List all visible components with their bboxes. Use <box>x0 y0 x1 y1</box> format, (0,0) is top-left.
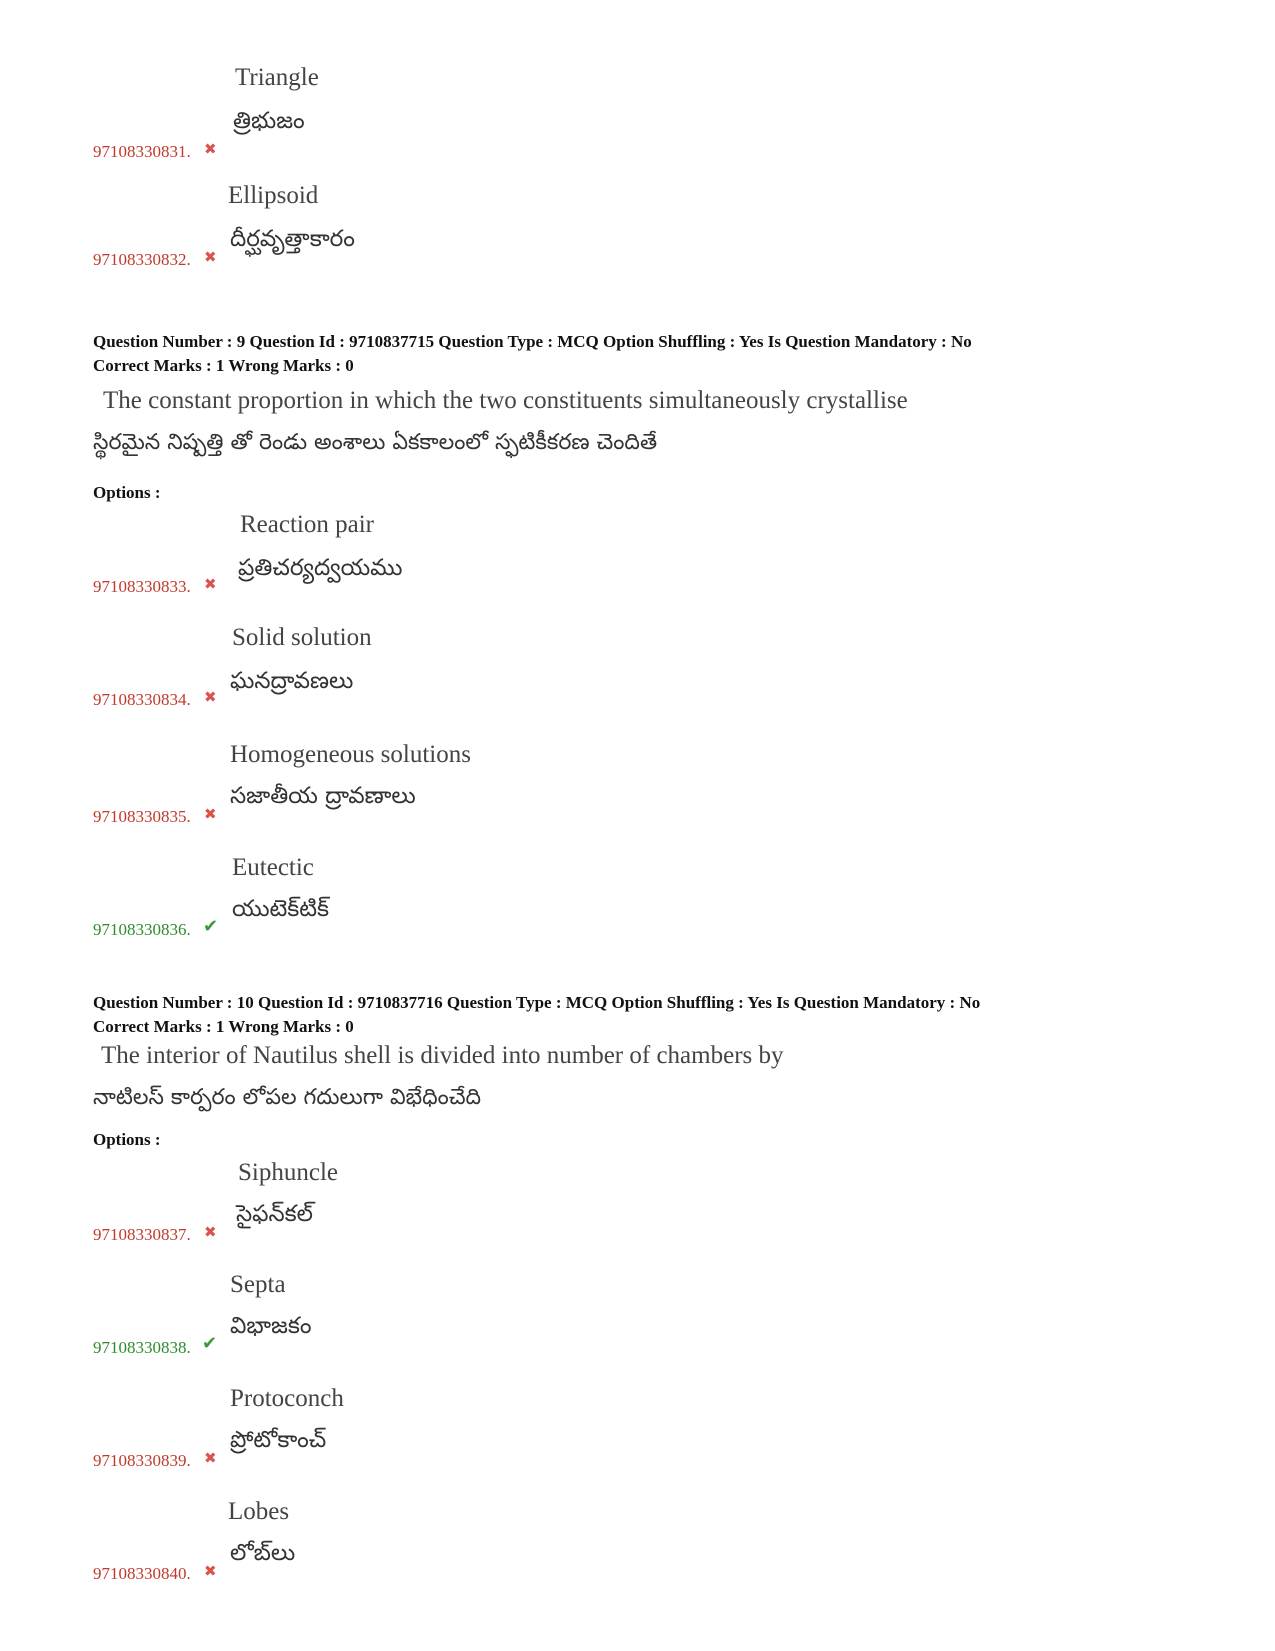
option-id: 97108330834. <box>93 690 191 709</box>
cross-icon: ✖ <box>204 140 217 158</box>
option-text-en: Siphuncle <box>238 1159 338 1186</box>
option-text-te: సైఫన్‌కల్ <box>236 1201 313 1227</box>
options-label: Options : <box>93 1130 161 1149</box>
option-id: 97108330835. <box>93 807 191 826</box>
checkmark-icon: ✔ <box>202 1333 218 1354</box>
option-text-te: ప్రతిచర్యద్వయము <box>238 555 403 581</box>
option-text-te: విభాజకం <box>230 1313 312 1339</box>
option-text-en: Triangle <box>235 64 319 91</box>
cross-icon: ✖ <box>204 1223 217 1241</box>
option-row <box>0 1155 1275 1265</box>
option-row <box>0 1381 1275 1491</box>
option-id: 97108330837. <box>93 1225 191 1244</box>
cross-icon: ✖ <box>204 805 217 823</box>
question-marks: Correct Marks : 1 Wrong Marks : 0 <box>93 356 354 375</box>
question-text-te: నాటిలస్ కార్పరం లోపల గదులుగా విభేధించేది <box>93 1085 482 1110</box>
option-text-en: Septa <box>230 1271 286 1298</box>
cross-icon: ✖ <box>204 688 217 706</box>
question-text-en: The interior of Nautilus shell is divided into number of chambers by <box>101 1042 784 1069</box>
question-text-te: స్థిరమైన నిష్పత్తి తో రెండు అంశాలు ఏకకాలంలో స్ఫటికీకరణ చెందితే <box>93 430 658 455</box>
options-label: Options : <box>93 483 161 502</box>
option-text-en: Protoconch <box>230 1385 344 1412</box>
question-header: Question Number : 9 Question Id : 9710837715 Question Type : MCQ Option Shuffling : Yes Is Question Mandatory : No <box>93 332 972 351</box>
option-row <box>0 1494 1275 1604</box>
option-id: 97108330840. <box>93 1564 191 1583</box>
option-row <box>0 168 1275 278</box>
option-text-te: యుటెక్‌టిక్ <box>232 896 330 922</box>
cross-icon: ✖ <box>204 248 217 266</box>
option-row <box>0 50 1275 160</box>
question-marks: Correct Marks : 1 Wrong Marks : 0 <box>93 1017 354 1036</box>
cross-icon: ✖ <box>204 1449 217 1467</box>
option-text-en: Reaction pair <box>240 511 374 538</box>
option-text-en: Lobes <box>228 1498 290 1525</box>
option-text-en: Eutectic <box>232 854 314 881</box>
option-text-te: దీర్ఘవృత్తాకారం <box>230 226 355 252</box>
option-row <box>0 618 1275 728</box>
option-row <box>0 848 1275 958</box>
option-text-te: ప్రోటోకాంచ్ <box>230 1427 327 1453</box>
option-id: 97108330831. <box>93 142 191 161</box>
option-text-te: త్రిభుజం <box>233 108 305 134</box>
option-row <box>0 735 1275 845</box>
option-text-te: ఘనద్రావణలు <box>230 668 354 694</box>
option-text-en: Ellipsoid <box>228 182 319 209</box>
option-id: 97108330832. <box>93 250 191 269</box>
option-id: 97108330839. <box>93 1451 191 1470</box>
option-id: 97108330836. <box>93 920 191 939</box>
option-row <box>0 505 1275 615</box>
option-text-te: సజాతీయ ద్రావణాలు <box>230 783 416 809</box>
checkmark-icon: ✔ <box>203 916 219 937</box>
option-text-en: Solid solution <box>232 624 372 651</box>
option-text-en: Homogeneous solutions <box>230 741 471 768</box>
option-id: 97108330838. <box>93 1338 191 1357</box>
option-row <box>0 1267 1275 1377</box>
question-header: Question Number : 10 Question Id : 9710837716 Question Type : MCQ Option Shuffling : Yes Is Question Mandatory : No <box>93 993 981 1012</box>
cross-icon: ✖ <box>204 575 217 593</box>
option-id: 97108330833. <box>93 577 191 596</box>
option-text-te: లోబ్‌లు <box>230 1540 296 1566</box>
cross-icon: ✖ <box>204 1562 217 1580</box>
question-text-en: The constant proportion in which the two constituents simultaneously crystallise <box>103 387 908 414</box>
